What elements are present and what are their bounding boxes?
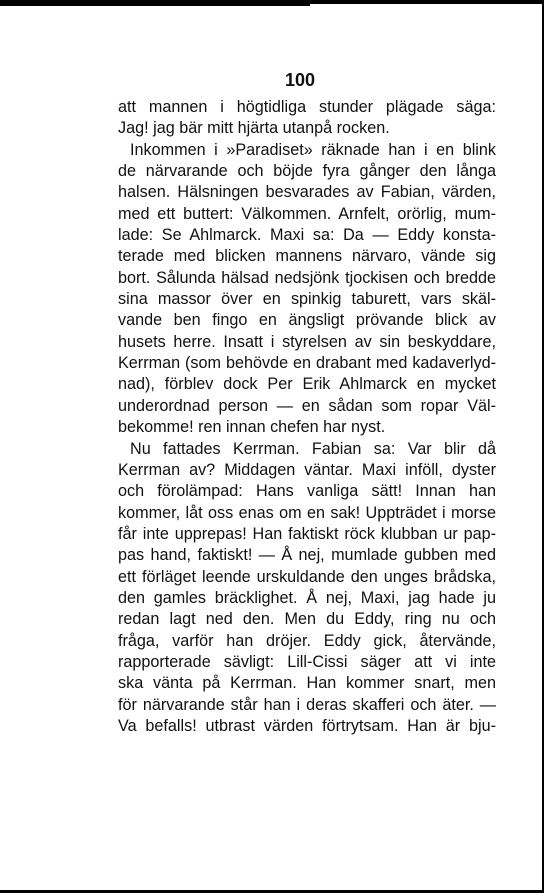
text-line: underordnad person — en sådan som ropar Väl- (118, 396, 496, 415)
text-line: redan lagt ned den. Men du Eddy, ring nu och (118, 610, 496, 629)
text-line: vande ben fingo en ängsligt prövande blick av (118, 311, 496, 330)
text-line: sina massor över en spinkig taburett, vars skäl- (118, 290, 496, 309)
text-line: Kerrman (som behövde en drabant med kadaverlyd- (118, 354, 496, 373)
body-text (118, 97, 496, 737)
text-line: pas hand, faktiskt! — Å nej, mumlade gubben med (118, 546, 496, 565)
text-line: de närvarande och böjde fyra gånger den långa (118, 162, 496, 181)
text-line: ett förläget leende urskuldande den unges brådska, (118, 567, 496, 586)
text-line: att mannen i högtidliga stunder plägade säga: (118, 98, 496, 116)
text-line: bekomme! ren innan chefen har nyst. (118, 418, 386, 437)
text-line: kommer, låt oss enas om en sak! Uppträdet i morse (118, 503, 496, 522)
text-line: terade med blicken mannens närvaro, vände sig (118, 247, 496, 266)
text-line: nad), förblev dock Per Erik Ahlmarck en mycket (118, 375, 496, 394)
text-line: rapporterade sävligt: Lill-Cissi säger att vi inte (118, 652, 496, 671)
scan-top-edge-shadow (0, 4, 310, 6)
text-line: bort. Sålunda hälsad nedsjönk tjockisen och bredde (118, 268, 496, 287)
text-line: för närvarande står han i deras skafferi och äter. — (118, 695, 496, 714)
text-line: fråga, varför han dröjer. Eddy gick, återvände, (118, 631, 496, 650)
text-line: den gamles bräcklighet. Å nej, Maxi, jag hade ju (118, 588, 496, 607)
text-line: får inte upprepas! Han faktiskt röck klubban ur pap- (118, 524, 496, 543)
text-line: Nu fattades Kerrman. Fabian sa: Var blir då (130, 439, 496, 458)
text-line: lade: Se Ahlmarck. Maxi sa: Da — Eddy konsta- (118, 226, 496, 245)
text-line: Inkommen i »Paradiset» räknade han i en blink (130, 140, 496, 159)
text-line: och förolämpad: Hans vanliga sätt! Innan han (118, 482, 496, 501)
text-line: med ett buttert: Välkommen. Arnfelt, orörlig, mum- (118, 204, 496, 223)
text-line: Va befalls! utbrast värden förtrytsam. Han är bju- (118, 716, 496, 735)
text-line: halsen. Hälsningen besvarades av Fabian, värden, (118, 183, 496, 202)
page-number: 100 (284, 70, 316, 90)
text-line: Kerrman av? Middagen väntar. Maxi inföll, dyster (118, 460, 496, 479)
text-line: ska vänta på Kerrman. Han kommer snart, men (118, 674, 496, 693)
text-line: Jag! jag bär mitt hjärta utanpå rocken. (118, 119, 390, 138)
text-line: husets herre. Insatt i styrelsen av sin beskyddare, (118, 332, 496, 351)
